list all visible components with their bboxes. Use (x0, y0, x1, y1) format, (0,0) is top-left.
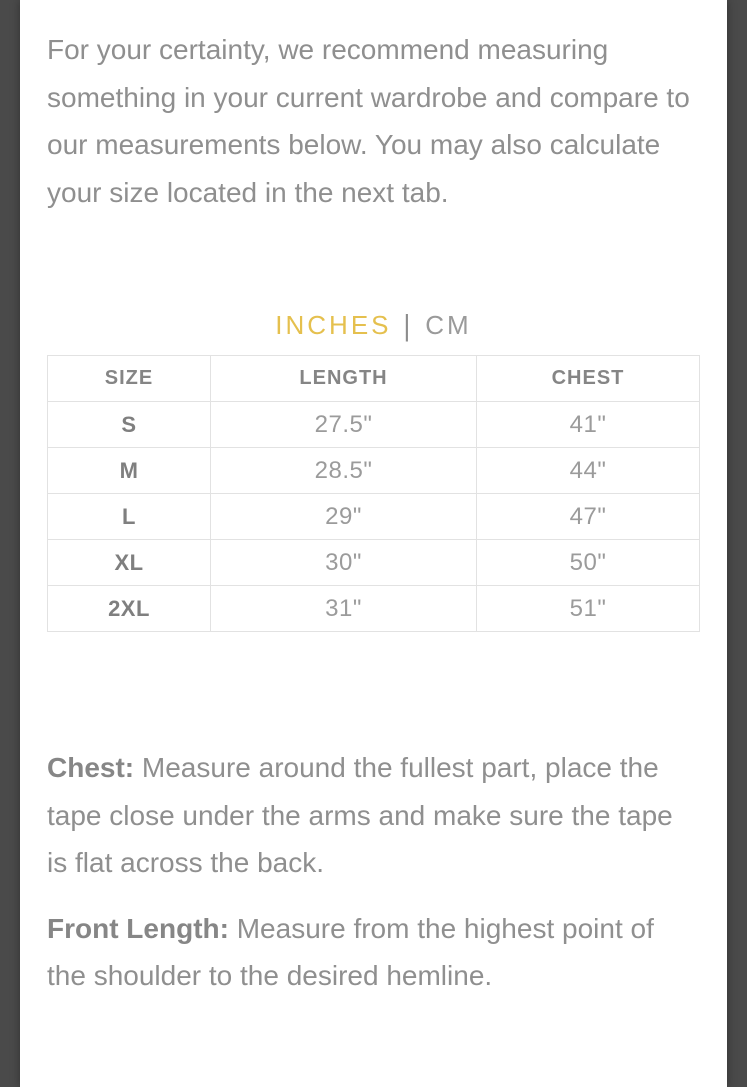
chest-cell: 50" (477, 540, 700, 586)
column-header-length: LENGTH (211, 356, 477, 402)
table-row (48, 448, 700, 494)
unit-option-cm[interactable]: CM (425, 310, 472, 340)
front-length-note (47, 905, 700, 1000)
length-cell: 31" (211, 586, 477, 632)
column-header-chest: CHEST (477, 356, 700, 402)
table-row (48, 494, 700, 540)
table-row (48, 586, 700, 632)
front-length-note-text: Measure from the highest point of the shoulder to the desired hemline. (47, 912, 654, 991)
intro-paragraph: For your certainty, we recommend measuring something in your current wardrobe and compare to our measurements below. You may also calculate your size located in the next tab. (47, 34, 690, 208)
length-cell: 30" (211, 540, 477, 586)
front-length-note-label: Front Length: (47, 912, 229, 944)
size-cell: L (48, 494, 211, 540)
size-cell: M (48, 448, 211, 494)
measurement-notes (47, 744, 700, 1000)
size-cell: S (48, 402, 211, 448)
length-cell: 27.5" (211, 402, 477, 448)
chest-note (47, 744, 700, 887)
table-row (48, 540, 700, 586)
chest-cell: 47" (477, 494, 700, 540)
size-cell: 2XL (48, 586, 211, 632)
length-cell: 29" (211, 494, 477, 540)
unit-option-inches[interactable]: INCHES (275, 310, 392, 340)
chest-note-label: Chest: (47, 752, 135, 783)
length-cell: 28.5" (211, 448, 477, 494)
size-guide-panel (20, 0, 727, 1087)
chest-cell: 41" (477, 402, 700, 448)
size-cell: XL (48, 540, 211, 586)
chest-note-text: Measure around the fullest part, place the tape close under the arms and make sure the tape is flat across the back. (47, 752, 673, 878)
size-chart-table (47, 355, 700, 632)
column-header-size: SIZE (48, 356, 211, 402)
unit-toggle (47, 307, 700, 343)
chest-cell: 51" (477, 586, 700, 632)
chest-cell: 44" (477, 448, 700, 494)
table-header-row (48, 356, 700, 402)
table-row (48, 402, 700, 448)
unit-toggle-divider: | (403, 307, 414, 343)
